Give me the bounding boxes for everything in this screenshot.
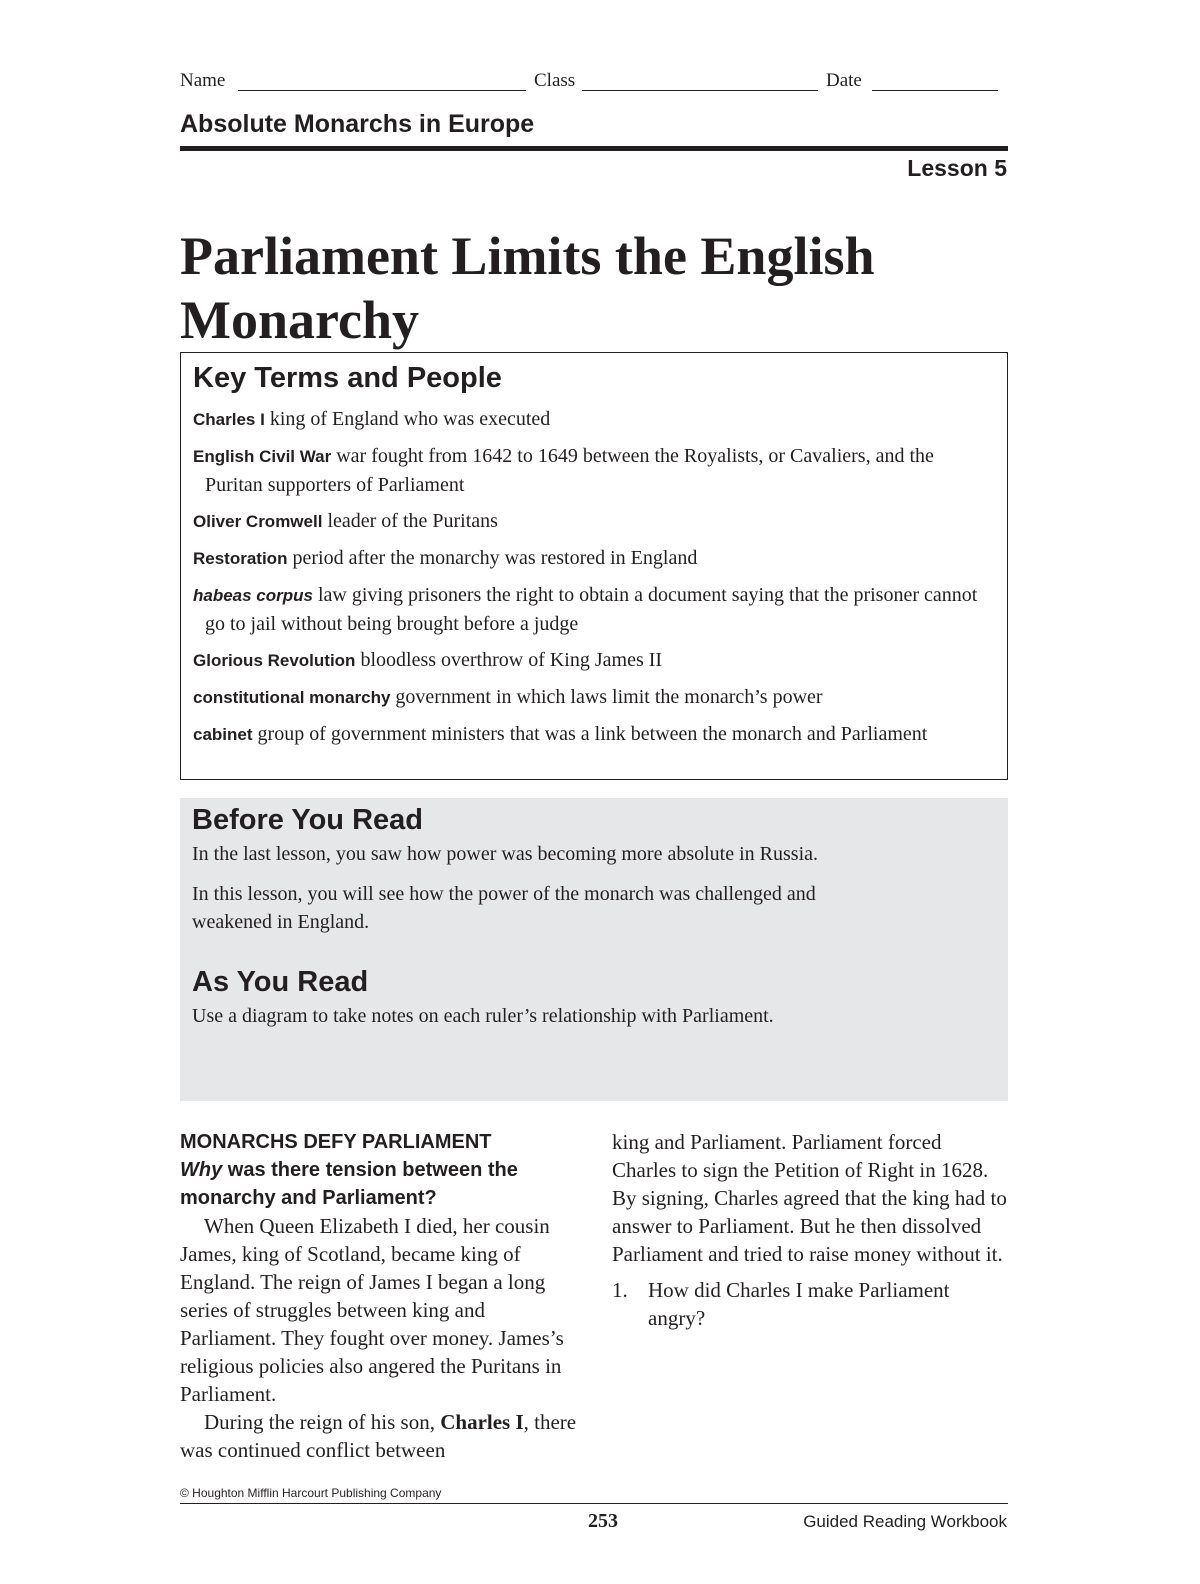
body-text: , there was continued conflict between (180, 1410, 577, 1462)
term-item (193, 646, 995, 675)
as-you-read-paragraph: Use a diagram to take notes on each ruler’s relationship with Parliament. (192, 1005, 774, 1027)
term-name: Restoration (193, 549, 288, 568)
term-name: habeas corpus (193, 586, 313, 605)
key-terms-heading: Key Terms and People (193, 362, 502, 394)
body-paragraph: When Queen Elizabeth I died, her cousin James, king of Scotland, became king of England. The reign of James I began a long series of struggles between king and Parliament. They fought over money. James’s religious policies also angered the Puritans in Parliament. (180, 1214, 564, 1406)
name-blank[interactable] (238, 90, 526, 91)
term-item (193, 442, 995, 499)
section-question-text: was there tension between the monarchy and Parliament? (180, 1159, 518, 1209)
key-terms-box (180, 352, 1008, 780)
name-label: Name (180, 70, 226, 91)
term-name: Charles I (193, 410, 265, 429)
before-you-read-paragraph: In this lesson, you will see how the power of the monarch was challenged and weakened in England. (192, 883, 816, 933)
body-bold-term: Charles I (440, 1410, 524, 1434)
left-column (180, 1128, 580, 1464)
date-blank[interactable] (872, 90, 998, 91)
page-title-line-1: Parliament Limits the English (180, 226, 875, 286)
term-item (193, 544, 995, 573)
term-definition: period after the monarchy was restored in England (292, 547, 698, 569)
student-info-line (180, 70, 1010, 96)
term-definition: king of England who was executed (269, 408, 551, 430)
term-name: English Civil War (193, 447, 332, 466)
footer-divider (180, 1503, 1008, 1504)
unit-title: Absolute Monarchs in Europe (180, 110, 535, 138)
term-name: Glorious Revolution (193, 651, 356, 670)
lesson-label: Lesson 5 (907, 155, 1007, 181)
page-number: 253 (588, 1510, 618, 1532)
term-definition: bloodless overthrow of King James II (360, 649, 663, 671)
section-question-italic: Why (180, 1159, 223, 1181)
page-title (180, 224, 1000, 352)
page-title-line-2: Monarchy (180, 290, 419, 350)
question-text: How did Charles I make Parliament angry? (648, 1278, 950, 1330)
right-column (612, 1128, 1008, 1332)
body-text: During the reign of his son, (204, 1410, 441, 1434)
reading-guide-box (180, 798, 1008, 1101)
term-item (193, 507, 995, 536)
date-label: Date (826, 70, 862, 91)
term-definition: group of government ministers that was a link between the monarch and Parliament (257, 723, 928, 745)
term-name: constitutional monarchy (193, 688, 391, 707)
class-label: Class (534, 70, 576, 91)
workbook-title: Guided Reading Workbook (803, 1512, 1007, 1531)
term-definition: war fought from 1642 to 1649 between the Royalists, or Cavaliers, and the Puritan supporters of Parliament (205, 445, 934, 496)
as-you-read-heading: As You Read (192, 966, 369, 998)
term-item (193, 683, 995, 712)
term-item (193, 720, 995, 749)
term-item (193, 581, 995, 638)
before-you-read-heading: Before You Read (192, 804, 423, 836)
term-name: cabinet (193, 725, 253, 744)
copyright-notice: © Houghton Mifflin Harcourt Publishing Company (180, 1486, 442, 1500)
body-paragraph (180, 1408, 580, 1464)
term-name: Oliver Cromwell (193, 512, 323, 531)
question-number: 1. (612, 1278, 628, 1302)
class-blank[interactable] (582, 90, 818, 91)
term-definition: law giving prisoners the right to obtain a document saying that the prisoner cannot go to jail without being brought before a judge (205, 584, 978, 635)
term-definition: government in which laws limit the monarch’s power (395, 686, 823, 708)
unit-divider (180, 146, 1008, 151)
section-heading: MONARCHS DEFY PARLIAMENT (180, 1131, 492, 1153)
before-you-read-paragraph: In the last lesson, you saw how power was becoming more absolute in Russia. (192, 843, 819, 865)
term-item (193, 405, 995, 434)
section-question (180, 1156, 580, 1212)
body-paragraph: king and Parliament. Parliament forced Charles to sign the Petition of Right in 1628. By signing, Charles agreed that the king had to answer to Parliament. But he then dissolved Parliament and tried to raise money without it. (612, 1130, 1007, 1266)
review-question (612, 1276, 1008, 1332)
term-definition: leader of the Puritans (327, 510, 498, 532)
